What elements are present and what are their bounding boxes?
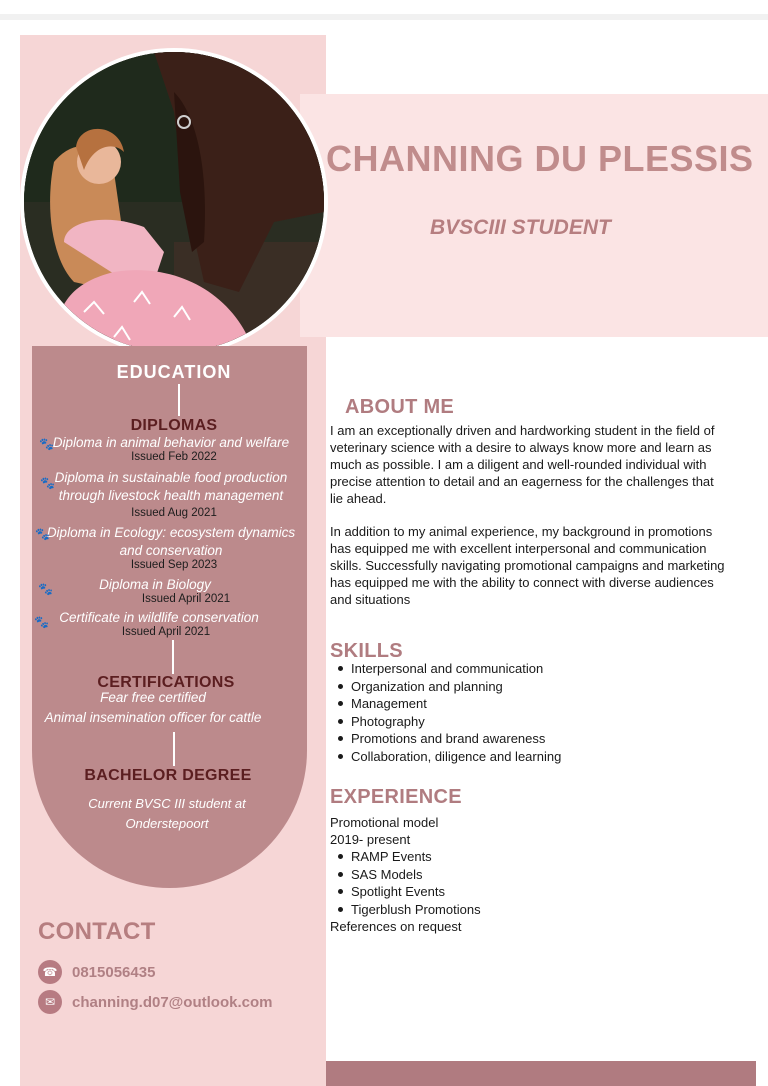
phone-icon: ☎ bbox=[38, 960, 62, 984]
divider-line bbox=[173, 732, 175, 766]
bottom-accent-bar bbox=[326, 1061, 756, 1086]
contact-phone[interactable]: 0815056435 bbox=[72, 963, 156, 981]
skill-item: Photography bbox=[330, 713, 561, 731]
paw-icon: 🐾 bbox=[38, 582, 53, 596]
about-paragraph-1: I am an exceptionally driven and hardworking student in the field of veterinary science with a desire to always know more and learn as much as possible. I am a diligent and well-rounded individual with precise attention to detail and an eagerness for the challenges that lie ahead. bbox=[330, 423, 715, 506]
skill-item: Interpersonal and communication bbox=[330, 660, 561, 678]
bachelor-line: Current BVSC III student at bbox=[88, 796, 246, 811]
mail-icon: ✉ bbox=[38, 990, 62, 1014]
candidate-role: BVSCIII STUDENT bbox=[430, 216, 611, 239]
top-band-line bbox=[0, 14, 768, 20]
skill-item: Collaboration, diligence and learning bbox=[330, 748, 561, 766]
diploma-name: Diploma in animal behavior and welfare bbox=[52, 435, 290, 450]
experience-item: SAS Models bbox=[330, 866, 481, 884]
diploma-item bbox=[24, 609, 294, 627]
contact-title: CONTACT bbox=[38, 918, 156, 945]
skill-item: Organization and planning bbox=[330, 678, 561, 696]
diploma-issued: Issued Feb 2022 bbox=[131, 451, 217, 463]
diploma-issued: Issued Sep 2023 bbox=[130, 559, 218, 571]
skills-list bbox=[330, 660, 561, 765]
contact-phone-row[interactable] bbox=[38, 960, 155, 984]
experience-item: RAMP Events bbox=[330, 848, 481, 866]
contact-email[interactable]: channing.d07@outlook.com bbox=[72, 993, 273, 1011]
experience-position: Promotional model bbox=[330, 815, 439, 830]
diploma-name-line2: through livestock health management bbox=[58, 488, 284, 503]
experience-item: Spotlight Events bbox=[330, 883, 481, 901]
diploma-item bbox=[36, 469, 306, 505]
diploma-issued: Issued April 2021 bbox=[121, 626, 211, 638]
bachelor-line: Onderstepoort bbox=[125, 816, 209, 831]
diploma-name: Diploma in Ecology: ecosystem dynamics bbox=[46, 525, 296, 540]
diploma-name: Diploma in Biology bbox=[99, 577, 211, 592]
diploma-item bbox=[20, 576, 290, 594]
paw-icon: 🐾 bbox=[34, 615, 49, 629]
portrait-photo-icon bbox=[24, 52, 324, 352]
paw-icon: 🐾 bbox=[39, 437, 54, 451]
diploma-name: Certificate in wildlife conservation bbox=[59, 610, 259, 625]
skill-item: Management bbox=[330, 695, 561, 713]
diploma-issued: Issued Aug 2021 bbox=[131, 507, 217, 519]
divider-line bbox=[178, 384, 180, 416]
contact-email-row[interactable] bbox=[38, 990, 272, 1014]
candidate-name: CHANNING DU PLESSIS bbox=[326, 138, 754, 179]
certification-item: Animal insemination officer for cattle bbox=[44, 710, 262, 725]
experience-period: 2019- present bbox=[330, 832, 411, 847]
diploma-name-line2: and conservation bbox=[119, 543, 223, 558]
diplomas-title: DIPLOMAS bbox=[130, 417, 218, 434]
profile-photo bbox=[20, 48, 328, 356]
certification-item: Fear free certified bbox=[100, 690, 206, 705]
certifications-title: CERTIFICATIONS bbox=[97, 674, 235, 691]
diploma-item bbox=[36, 434, 306, 452]
diploma-issued: Issued April 2021 bbox=[141, 593, 231, 605]
about-title: ABOUT ME bbox=[345, 396, 455, 418]
experience-list bbox=[330, 848, 481, 918]
experience-title: EXPERIENCE bbox=[330, 786, 462, 808]
paw-icon: 🐾 bbox=[35, 527, 50, 541]
about-paragraph-2: In addition to my animal experience, my background in promotions has equipped me with excellent interpersonal and communication skills. Successfully navigating promotional campaigns and marketing has equipped me with the ability to connect with diverse audiences and situations bbox=[330, 524, 725, 607]
references-note: References on request bbox=[330, 919, 462, 934]
divider-line bbox=[172, 640, 174, 674]
diploma-name: Diploma in sustainable food production bbox=[54, 470, 288, 485]
education-title: EDUCATION bbox=[116, 362, 232, 382]
diploma-item bbox=[36, 524, 306, 560]
experience-item: Tigerblush Promotions bbox=[330, 901, 481, 919]
skill-item: Promotions and brand awareness bbox=[330, 730, 561, 748]
bachelor-title: BACHELOR DEGREE bbox=[84, 767, 252, 784]
paw-icon: 🐾 bbox=[40, 476, 55, 490]
skills-title: SKILLS bbox=[330, 640, 403, 662]
